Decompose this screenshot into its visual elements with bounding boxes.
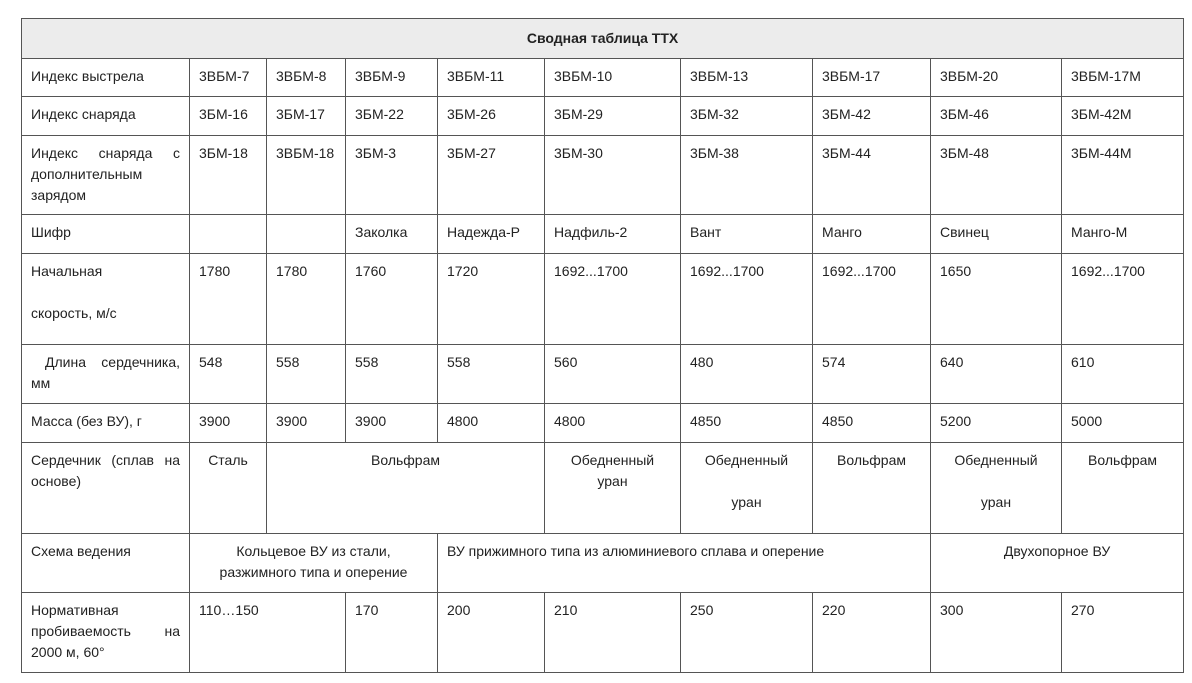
cell-line: уран [731, 494, 762, 510]
table-cell: Вольфрам [813, 443, 931, 534]
table-cell: 3900 [267, 404, 346, 443]
table-cell: 3ВБМ-17 [813, 59, 931, 97]
table-cell: 3900 [190, 404, 267, 443]
row-mass [22, 404, 1184, 443]
table-cell: 558 [346, 345, 438, 404]
row-label [22, 254, 190, 345]
table-cell: Вольфрам [267, 443, 545, 534]
table-cell: 1760 [346, 254, 438, 345]
table-cell: 270 [1062, 593, 1184, 673]
cell-line: Обедненный [704, 452, 789, 468]
table-cell: 480 [681, 345, 813, 404]
table-cell: 4800 [438, 404, 545, 443]
cell-line: Кольцевое ВУ из стали, [236, 543, 391, 559]
table-cell: 1692...1700 [813, 254, 931, 345]
table-cell [931, 443, 1062, 534]
table-cell: 3БМ-18 [190, 136, 267, 215]
table-cell: 574 [813, 345, 931, 404]
table-cell: 1692...1700 [545, 254, 681, 345]
row-label: Длина сердечника, мм [22, 345, 190, 404]
cell-line: Обедненный [954, 452, 1038, 468]
row-guidance-scheme [22, 534, 1184, 593]
table-cell: 560 [545, 345, 681, 404]
row-label: Масса (без ВУ), г [22, 404, 190, 443]
table-cell: 1780 [190, 254, 267, 345]
table-cell: 3БМ-32 [681, 97, 813, 136]
table-cell: 3БМ-38 [681, 136, 813, 215]
cell-line: уран [980, 494, 1012, 510]
row-projectile-extra-index [22, 136, 1184, 215]
table-cell: 3БМ-48 [931, 136, 1062, 215]
row-label: Нормативная пробиваемость на 2000 м, 60° [22, 593, 190, 673]
table-cell: 1720 [438, 254, 545, 345]
table-cell: 210 [545, 593, 681, 673]
table-cell: 300 [931, 593, 1062, 673]
table-cell: 3ВБМ-10 [545, 59, 681, 97]
table-cell: 3БМ-3 [346, 136, 438, 215]
table-cell: 3ВБМ-7 [190, 59, 267, 97]
row-label-line: скорость, м/с [31, 305, 117, 321]
table-cell: 3БМ-42М [1062, 97, 1184, 136]
table-cell: 3ВБМ-13 [681, 59, 813, 97]
table-cell: 3БМ-42 [813, 97, 931, 136]
label-spacer [31, 282, 180, 303]
table-cell: Сталь [190, 443, 267, 534]
row-label: Индекс снаряда с дополнительным зарядом [22, 136, 190, 215]
row-shot-index [22, 59, 1184, 97]
table-title: Сводная таблица ТТХ [22, 19, 1184, 59]
table-cell: 3БМ-30 [545, 136, 681, 215]
table-cell: ВУ прижимного типа из алюминиевого сплава и оперение [438, 534, 931, 593]
table-cell: 200 [438, 593, 545, 673]
table-cell: 3ВБМ-18 [267, 136, 346, 215]
table-cell [190, 534, 438, 593]
table-cell: 558 [438, 345, 545, 404]
table-cell: 3БМ-17 [267, 97, 346, 136]
table-cell: 3БМ-29 [545, 97, 681, 136]
table-cell: Надфиль-2 [545, 215, 681, 254]
table-cell [267, 215, 346, 254]
row-core-length [22, 345, 1184, 404]
table-cell: 4800 [545, 404, 681, 443]
table-cell: Манго [813, 215, 931, 254]
row-cipher [22, 215, 1184, 254]
table-cell: 3900 [346, 404, 438, 443]
table-cell: 1692...1700 [1062, 254, 1184, 345]
cell-spacer [690, 471, 803, 492]
table-cell: 3ВБМ-9 [346, 59, 438, 97]
table-cell: 250 [681, 593, 813, 673]
table-cell: 5000 [1062, 404, 1184, 443]
row-label: Сердечник (сплав на основе) [22, 443, 190, 534]
table-cell: 1780 [267, 254, 346, 345]
cell-spacer [940, 471, 1052, 492]
table-cell: 220 [813, 593, 931, 673]
ttx-table [21, 18, 1184, 673]
table-cell: 640 [931, 345, 1062, 404]
table-cell: 3БМ-26 [438, 97, 545, 136]
table-cell: 3БМ-44 [813, 136, 931, 215]
table-cell: 3БМ-22 [346, 97, 438, 136]
table-cell: 3БМ-46 [931, 97, 1062, 136]
row-muzzle-velocity [22, 254, 1184, 345]
row-penetration [22, 593, 1184, 673]
table-cell: 1692...1700 [681, 254, 813, 345]
table-cell: Вольфрам [1062, 443, 1184, 534]
table-cell: 4850 [813, 404, 931, 443]
table-cell: 3ВБМ-20 [931, 59, 1062, 97]
table-cell: 4850 [681, 404, 813, 443]
table-cell [190, 215, 267, 254]
table-cell [545, 443, 681, 534]
table-cell: 3БМ-44М [1062, 136, 1184, 215]
row-label: Схема ведения [22, 534, 190, 593]
title-row [22, 19, 1184, 59]
cell-line: Обедненный [570, 452, 655, 468]
row-label: Индекс выстрела [22, 59, 190, 97]
row-label: Шифр [22, 215, 190, 254]
table-cell: 3БМ-16 [190, 97, 267, 136]
table-cell: 558 [267, 345, 346, 404]
table-cell: 3БМ-27 [438, 136, 545, 215]
table-cell: 3ВБМ-8 [267, 59, 346, 97]
table-cell: 3ВБМ-11 [438, 59, 545, 97]
table-cell: 610 [1062, 345, 1184, 404]
table-cell: Свинец [931, 215, 1062, 254]
table-cell: 110…150 [190, 593, 346, 673]
table-cell: 1650 [931, 254, 1062, 345]
cell-line: разжимного типа и оперение [219, 564, 408, 580]
row-label-line: Начальная [31, 263, 103, 279]
table-cell: Манго-М [1062, 215, 1184, 254]
table-cell: Двухопорное ВУ [931, 534, 1184, 593]
table-cell: Надежда-Р [438, 215, 545, 254]
table-cell: Заколка [346, 215, 438, 254]
row-core-material [22, 443, 1184, 534]
table-cell: 548 [190, 345, 267, 404]
row-label: Индекс снаряда [22, 97, 190, 136]
row-projectile-index [22, 97, 1184, 136]
table-cell: Вант [681, 215, 813, 254]
table-cell: 5200 [931, 404, 1062, 443]
table-cell: 170 [346, 593, 438, 673]
cell-line: уран [597, 473, 628, 489]
table-cell: 3ВБМ-17М [1062, 59, 1184, 97]
table-cell [681, 443, 813, 534]
ttx-table-container [21, 18, 1184, 673]
